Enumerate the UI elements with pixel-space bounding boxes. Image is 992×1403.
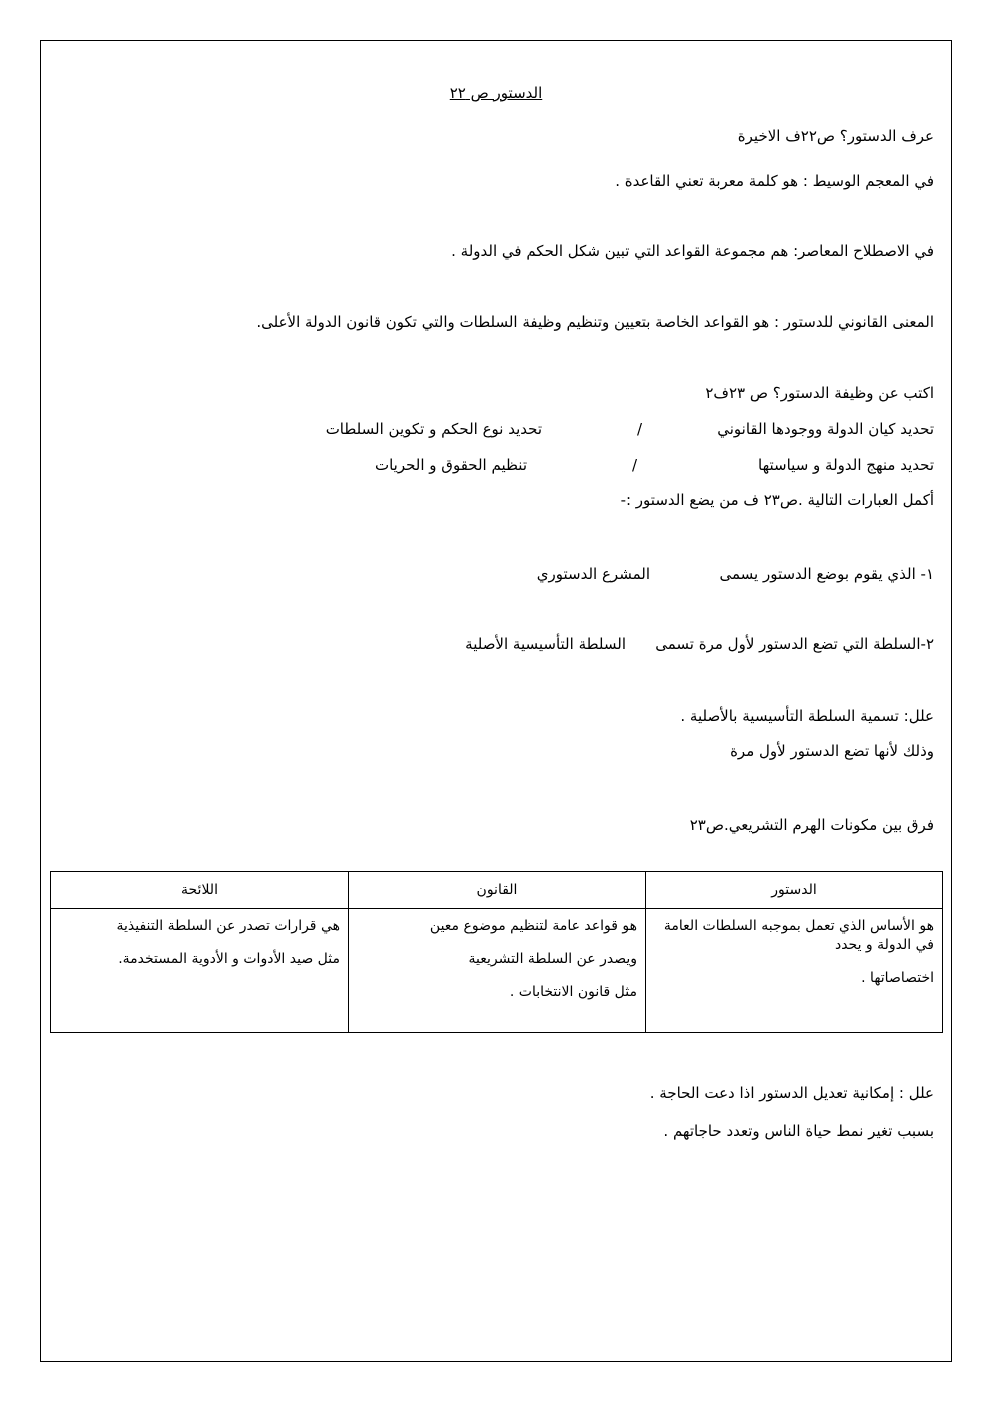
complete-item: ١- الذي يقوم بوضع الدستور يسمى [719, 565, 934, 583]
question-complete: أكمل العبارات التالية .ص٢٣ ف من يضع الدستور :- [620, 491, 934, 509]
definition-legal: المعنى القانوني للدستور : هو القواعد الخاصة بتعيين وتنظيم وظيفة السلطات والتي تكون قانون الدولة الأعلى. [256, 313, 934, 331]
cell-law [349, 909, 646, 1033]
question-define: عرف الدستور؟ ص٢٢ف الاخيرة [737, 127, 934, 145]
question-function: اكتب عن وظيفة الدستور؟ ص ٢٣ف٢ [705, 384, 934, 402]
reason-answer: بسبب تغير نمط حياة الناس وتعدد حاجاتهم . [663, 1122, 934, 1140]
comparison-table [50, 871, 943, 1033]
function-item: تنظيم الحقوق و الحريات [374, 456, 527, 474]
complete-answer: السلطة التأسيسية الأصلية [465, 635, 626, 653]
header-law: القانون [349, 872, 646, 909]
header-regulation: اللائحة [51, 872, 349, 909]
header-constitution: الدستور [646, 872, 943, 909]
function-item: تحديد نوع الحكم و تكوين السلطات [325, 420, 542, 438]
cell-text: هو الأساس الذي تعمل بموجبه السلطات العامة في الدولة و يحدد [663, 918, 934, 953]
cell-text: ويصدر عن السلطة التشريعية [468, 951, 637, 967]
definition-modern: في الاصطلاح المعاصر: هم مجموعة القواعد التي تبين شكل الحكم في الدولة . [451, 242, 934, 260]
separator: / [631, 456, 637, 474]
cell-text: مثل قانون الانتخابات . [509, 984, 637, 1000]
function-item: تحديد كيان الدولة ووجودها القانوني [717, 420, 934, 438]
table-header-row [51, 872, 943, 909]
page-border [40, 40, 952, 1362]
function-item: تحديد منهج الدولة و سياستها [758, 456, 934, 474]
definition-dictionary: في المعجم الوسيط : هو كلمة معربة تعني القاعدة . [615, 172, 934, 190]
cell-text: اختصاصاتها . [861, 970, 934, 986]
complete-item: ٢-السلطة التي تضع الدستور لأول مرة تسمى [655, 635, 934, 653]
cell-text: مثل صيد الأدوات و الأدوية المستخدمة. [118, 951, 340, 967]
separator: / [636, 420, 642, 438]
table-row [51, 909, 943, 1033]
page-title: الدستور ص ٢٢ [449, 84, 543, 102]
cell-regulation [51, 909, 349, 1033]
reason-question: علل: تسمية السلطة التأسيسية بالأصلية . [680, 707, 934, 725]
cell-constitution [646, 909, 943, 1033]
cell-text: هي قرارات تصدر عن السلطة التنفيذية [116, 918, 340, 934]
complete-answer: المشرع الدستوري [536, 565, 650, 583]
reason-answer: وذلك لأنها تضع الدستور لأول مرة [730, 742, 934, 760]
question-compare: فرق بين مكونات الهرم التشريعي.ص٢٣ [689, 816, 934, 834]
cell-text: هو قواعد عامة لتنظيم موضوع معين [429, 918, 637, 934]
reason-question: علل : إمكانية تعديل الدستور اذا دعت الحاجة . [649, 1084, 934, 1102]
